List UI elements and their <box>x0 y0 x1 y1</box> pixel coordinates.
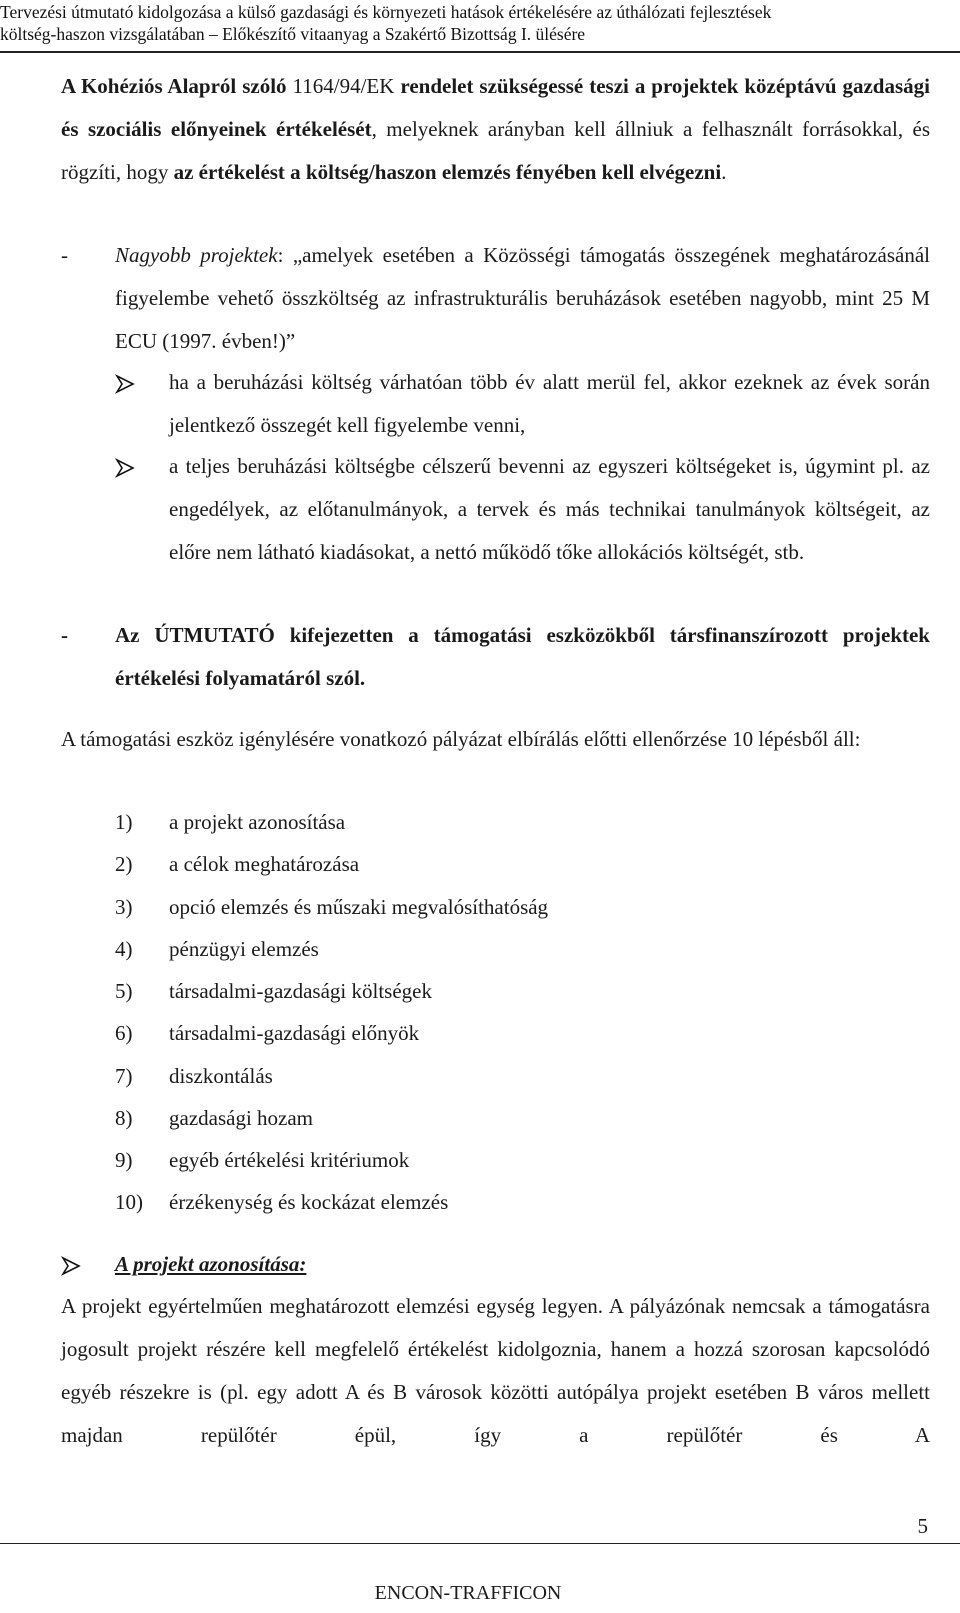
step-label: diszkontálás <box>169 1064 273 1088</box>
header-rule <box>0 51 960 53</box>
step-label: opció elemzés és műszaki megvalósíthatóság <box>169 895 549 919</box>
step-number: 7) <box>115 1064 133 1088</box>
step-label: pénzügyi elemzés <box>169 937 319 961</box>
intro-bold-3: az értékelést a költség/haszon elemzés fényében kell elvégezni <box>173 160 722 184</box>
step-number: 2) <box>115 852 133 876</box>
intro-text: , melyeknek arányban kell állniuk a felhasznált forrásokkal, és rögzíti, hogy <box>61 117 931 184</box>
bullet-large-projects-text: : „amelyek esetében a Közösségi támogatás összegének meghatározásánál figyelembe vehető összköltség az infrastrukturális beruházások esetében nagyobb, mint 25 M ECU (1997. évben!)” <box>115 243 930 353</box>
step-number: 10) <box>115 1190 143 1214</box>
step-label: gazdasági hozam <box>169 1106 314 1130</box>
section-title: A projekt azonosítása: <box>115 1252 307 1276</box>
step-number: 4) <box>115 937 133 961</box>
section-body: A projekt egyértelműen meghatározott elemzési egység legyen. A pályázónak nemcsak a támogatásra jogosult projekt részére kell megfelelő értékelést kidolgoznia, hanem a hozzá szorosan kapcsolódó egyéb részekre is (pl. egy adott A és B városok közötti autópálya projekt esetében B város mellett majdan repülőtér épül, így a repülőtér és A <box>61 1294 930 1447</box>
arrowhead-bullet-icon <box>115 361 135 404</box>
bullet-large-projects-label: Nagyobb projektek <box>115 243 278 267</box>
step-label: érzékenység és kockázat elemzés <box>169 1190 449 1214</box>
intro-bold-2: rendelet szükségessé teszi a projektek középtávú gazdasági és szociális előnyeinek értékelését <box>61 74 930 141</box>
page-number: 5 <box>917 1514 928 1538</box>
header-line-1: Tervezési útmutató kidolgozása a külső gazdasági és környezeti hatások értékelésére az úthálózati fejlesztések <box>0 2 772 22</box>
arrowhead-bullet-icon <box>115 445 135 488</box>
footer-company: ENCON-TRAFFICON <box>374 1582 562 1604</box>
footer-rule <box>0 1543 960 1544</box>
dash-bullet-2: - <box>61 623 68 647</box>
step-number: 3) <box>115 895 133 919</box>
step-number: 1) <box>115 810 133 834</box>
bullet-guide-note: Az ÚTMUTATÓ kifejezetten a támogatási eszközökből társfinanszírozott projektek értékelési folyamatáról szól. <box>115 623 930 690</box>
intro-bold-1: A Kohéziós Alapról szóló <box>61 74 287 98</box>
intro-regulation: 1164/94/EK <box>286 74 401 98</box>
step-label: társadalmi-gazdasági előnyök <box>169 1021 420 1045</box>
bullet-large-projects <box>115 234 930 363</box>
steps-intro: A támogatási eszköz igénylésére vonatkozó pályázat elbírálás előtti ellenőrzése 10 lépésből áll: <box>61 727 861 751</box>
step-label: a célok meghatározása <box>169 852 360 876</box>
arrowhead-bullet-icon <box>61 1243 81 1286</box>
step-label: egyéb értékelési kritériumok <box>169 1148 410 1172</box>
dash-bullet-1: - <box>61 243 68 267</box>
intro-paragraph: A Kohéziós Alapról szóló 1164/94/EK rendelet szükségessé teszi a projektek középtávú gazdasági és szociális előnyeinek értékelését, melyeknek arányban kell állniuk a felhasznált forrásokkal, és rögzíti, hogy az értékelést a költség/haszon elemzés fényében kell elvégezni. <box>61 74 931 184</box>
sub-item-1: ha a beruházási költség várhatóan több év alatt merül fel, akkor ezeknek az évek során jelentkező összegét kell figyelembe venni, <box>169 370 930 437</box>
step-number: 6) <box>115 1021 133 1045</box>
sub-item-2: a teljes beruházási költségbe célszerű bevenni az egyszeri költségeket is, úgymint pl. az engedélyek, az előtanulmányok, a tervek és más technikai tanulmányok költségeit, az előre nem látható kiadásokat, a nettó működő tőke allokációs költségét, stb. <box>169 454 930 564</box>
step-label: társadalmi-gazdasági költségek <box>169 979 432 1003</box>
step-number: 9) <box>115 1148 133 1172</box>
header-line-2: költség-haszon vizsgálatában – Előkészítő vitaanyag a Szakértő Bizottság I. ülésére <box>0 24 586 44</box>
step-number: 8) <box>115 1106 133 1130</box>
step-number: 5) <box>115 979 133 1003</box>
step-label: a projekt azonosítása <box>169 810 346 834</box>
